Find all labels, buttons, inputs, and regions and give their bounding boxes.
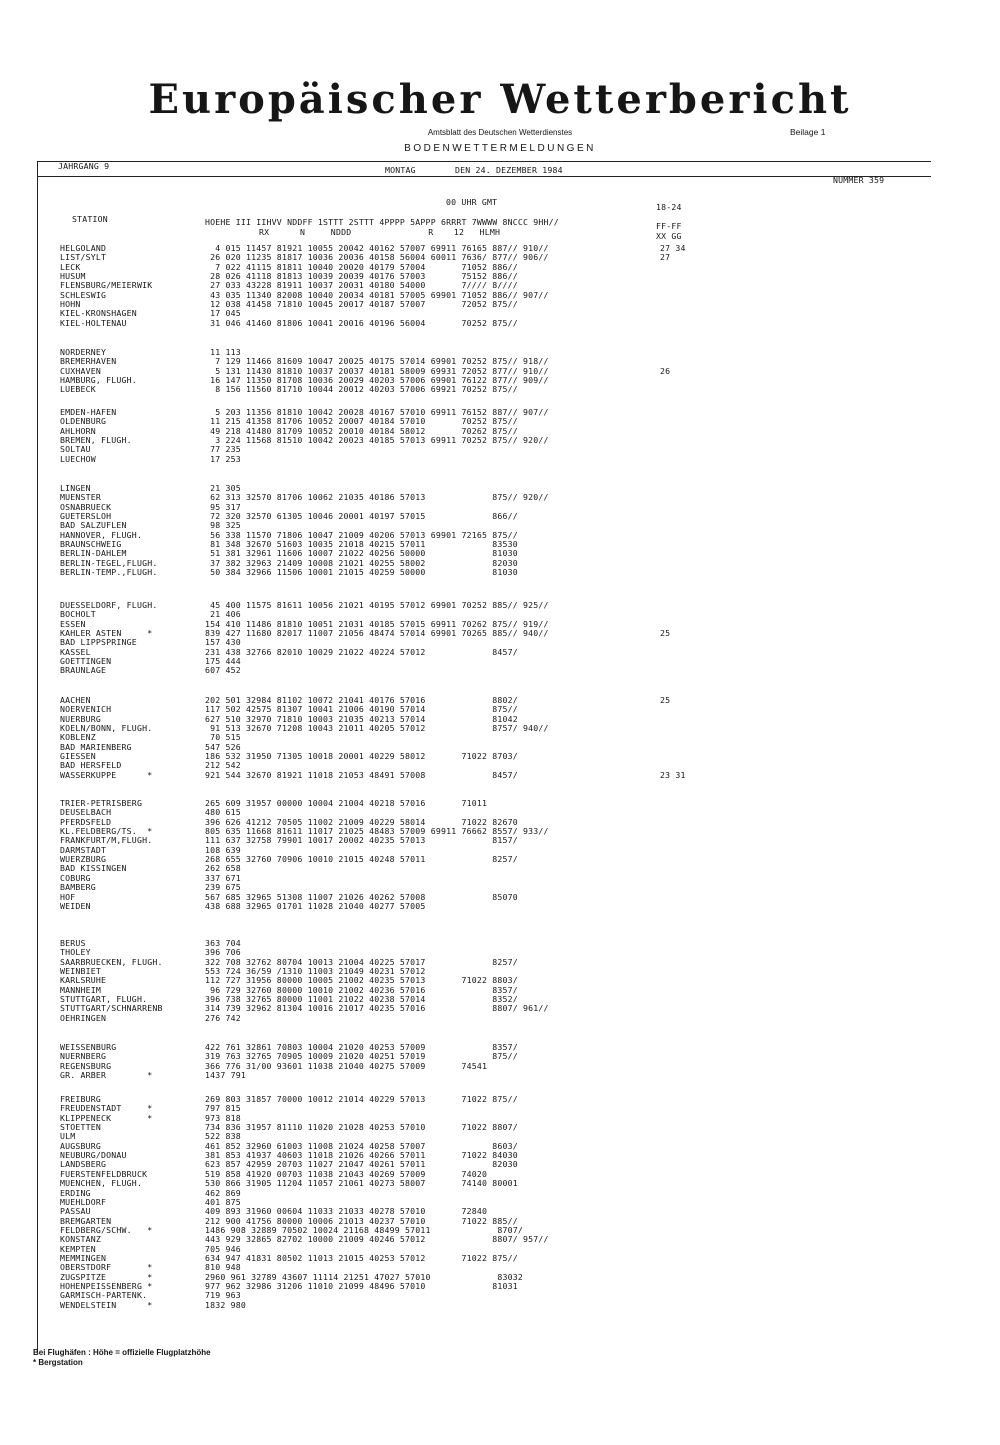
station-name: KOELN/BONN, FLUGH.: [60, 723, 153, 734]
station-data: 175 444: [205, 656, 241, 667]
subtitle: Amtsblatt des Deutschen Wetterdienstes: [427, 128, 573, 137]
station-name: KIEL-KRONSHAGEN: [60, 308, 137, 319]
station-name: HANNOVER, FLUGH.: [60, 529, 143, 540]
station-data: 27 033 43228 81911 10037 20031 40180 54000 7//// 8////: [205, 280, 518, 291]
station-group: [0, 243, 1000, 328]
station-data: 37 382 32963 21409 10008 21021 40255 58002 82030: [205, 557, 518, 568]
station-name: REGENSBURG: [60, 1060, 112, 1071]
station-name: OLDENBURG: [60, 416, 107, 427]
station-name: WENDELSTEIN *: [60, 1299, 153, 1310]
station-data: 49 218 41480 81709 10052 20010 40184 58012 70262 875//: [205, 425, 518, 436]
station-data: 72 320 32570 61305 10046 20001 40197 57015 866//: [205, 511, 518, 522]
station-name: ERDING: [60, 1187, 91, 1198]
station-data: 409 893 31960 00604 11033 21033 40278 57010 72840: [205, 1206, 488, 1217]
station-data: 607 452: [205, 665, 241, 676]
station-name: NUERBURG: [60, 713, 102, 724]
footnote-airport: Bei Flughäfen : Höhe = offizielle Flugplatzhöhe: [33, 1348, 211, 1357]
station-group: [0, 347, 1000, 395]
station-data: 396 738 32765 80000 11001 21022 40238 57014 8352/: [205, 994, 518, 1005]
station-data: 96 729 32760 80000 10010 21002 40236 57016 8357/: [205, 984, 518, 995]
station-data: 62 313 32570 81706 10062 21035 40186 57013 875// 920//: [205, 492, 549, 503]
station-data: 111 637 32758 79901 10017 20002 40235 57013 8157/: [205, 835, 518, 846]
beilage-label: Beilage 1: [790, 127, 826, 137]
station-data: 1437 791: [205, 1070, 247, 1081]
station-data: 810 948: [205, 1262, 241, 1273]
station-name: FLENSBURG/MEIERWIK: [60, 280, 153, 291]
station-name: BAD HERSFELD: [60, 760, 122, 771]
station-data: 805 635 11668 81611 11017 21025 48483 57009 69911 76662 8557/ 933//: [205, 826, 549, 837]
station-data: 705 946: [205, 1243, 241, 1254]
station-data: 322 708 32762 80704 10013 21004 40225 57017 8257/: [205, 956, 518, 967]
station-name: CUXHAVEN: [60, 365, 102, 376]
station-extra: 25: [660, 695, 671, 705]
station-name: BAD MARIENBERG: [60, 741, 132, 752]
station-group: [0, 600, 1000, 676]
station-data: 567 685 32965 51308 11007 21026 40262 57008 85070: [205, 891, 518, 902]
station-name: PFERDSFELD: [60, 816, 112, 827]
station-name: LANDSBERG: [60, 1159, 107, 1170]
station-name: WASSERKUPPE *: [60, 769, 153, 780]
station-name: LUEBECK: [60, 384, 96, 395]
station-data: 26 020 11235 81817 10036 20036 40158 56004 60011 7636/ 877// 906//: [205, 252, 549, 263]
station-name: HAMBURG, FLUGH.: [60, 375, 137, 386]
station-data: 973 818: [205, 1112, 241, 1123]
station-data: 157 430: [205, 637, 241, 648]
station-data: 70 515: [205, 732, 241, 743]
station-name: KARLSRUHE: [60, 975, 107, 986]
station-data: 43 035 11340 82008 10040 20034 40181 57005 69901 71052 886// 907//: [205, 289, 549, 300]
station-group: [0, 798, 1000, 911]
station-data: 202 501 32984 81102 10072 21041 40176 57016 8802/: [205, 695, 518, 705]
station-data: 438 688 32965 01701 11028 21040 40277 57005: [205, 900, 426, 911]
column-codes-1: HOEHE III IIHVV NDDFF 1STTT 2STTT 4PPPP 5APPP 6RRRT 7WWWW 8NCCC 9HH//: [205, 217, 559, 227]
station-data: 112 727 31956 80000 10005 21002 40235 57013 71022 8803/: [205, 975, 518, 986]
station-data: 265 609 31957 00000 10004 21004 40218 57016 71011: [205, 798, 488, 808]
station-name: KONSTANZ: [60, 1234, 102, 1245]
station-data: 239 675: [205, 882, 241, 893]
station-name: KL.FELDBERG/TS. *: [60, 826, 153, 837]
station-name: HUSUM: [60, 271, 86, 282]
station-data: 623 857 42959 20703 11027 21047 40261 57011 82030: [205, 1159, 518, 1170]
station-name: OEHRINGEN: [60, 1012, 107, 1023]
station-data: 627 510 32970 71810 10003 21035 40213 57014 81042: [205, 713, 518, 724]
station-name: BRAUNSCHWEIG: [60, 539, 122, 550]
station-name: NUERNBERG: [60, 1051, 107, 1062]
issue-date: DEN 24. DEZEMBER 1984: [455, 165, 563, 175]
observation-time: 00 UHR GMT: [446, 197, 498, 207]
station-data: 314 739 32962 81304 10016 21017 40235 57016 8807/ 961//: [205, 1003, 549, 1014]
station-name: LECK: [60, 261, 81, 272]
station-data: 5 131 11430 81810 10037 20037 40181 58009 69931 72052 877// 910//: [205, 365, 549, 376]
station-data: 396 626 41212 70505 11002 21009 40229 58014 71022 82670: [205, 816, 518, 827]
station-name: NOERVENICH: [60, 704, 112, 715]
station-name: THOLEY: [60, 947, 91, 958]
station-data: 547 526: [205, 741, 241, 752]
station-group: [0, 407, 1000, 464]
station-data: 212 900 41756 80000 10006 21013 40237 57010 71022 885//: [205, 1215, 518, 1226]
station-name: BERLIN-DAHLEM: [60, 548, 127, 559]
station-name: ZUGSPITZE *: [60, 1271, 153, 1282]
station-name: BERUS: [60, 938, 86, 948]
station-name: HOHENPEISSENBERG *: [60, 1281, 153, 1291]
station-name: BREMERHAVEN: [60, 356, 117, 367]
station-data: 530 866 31905 11204 11057 21061 40273 58007 74140 80001: [205, 1178, 518, 1189]
station-data: 17 253: [205, 453, 241, 464]
station-data: 719 963: [205, 1290, 241, 1301]
station-data: 91 513 32670 71208 10043 21011 40205 57012 8757/ 940//: [205, 723, 549, 734]
station-name: FREIBURG: [60, 1094, 102, 1104]
station-name: LUECHOW: [60, 453, 96, 464]
station-data: 50 384 32966 11506 10001 21015 40259 50000 81030: [205, 567, 518, 578]
station-data: 363 704: [205, 938, 241, 948]
station-data: 212 542: [205, 760, 241, 771]
station-data: 81 348 32670 51603 10035 21018 40215 57011 83530: [205, 539, 518, 550]
station-name: MANNHEIM: [60, 984, 102, 995]
station-data: 337 671: [205, 872, 241, 883]
station-data: 262 658: [205, 863, 241, 874]
station-name: AUGSBURG: [60, 1140, 102, 1151]
station-data: 269 803 31857 70000 10012 21014 40229 57013 71022 875//: [205, 1094, 518, 1104]
station-name: WEIDEN: [60, 900, 91, 911]
station-name: BAD LIPPSPRINGE: [60, 637, 137, 648]
station-group: [0, 1042, 1000, 1081]
station-data: 268 655 32760 70906 10010 21015 40248 57011 8257/: [205, 854, 518, 865]
station-data: 17 045: [205, 308, 241, 319]
station-name: GIESSEN: [60, 751, 96, 762]
station-name: BAD SALZUFLEN: [60, 520, 127, 531]
station-group: [0, 1094, 1000, 1310]
station-name: FUERSTENFELDBRUCK: [60, 1168, 148, 1179]
station-data: 5 203 11356 81810 10042 20028 40167 57010 69911 76152 887// 907//: [205, 407, 549, 417]
station-data: 7 129 11466 81609 10047 20025 40175 57014 69901 70252 875// 918//: [205, 356, 549, 367]
station-name: AACHEN: [60, 695, 91, 705]
station-data: 16 147 11350 81708 10036 20029 40203 57006 69901 76122 877// 909//: [205, 375, 549, 386]
station-data: 11 215 41358 81706 10052 20007 40184 57010 70252 875//: [205, 416, 518, 427]
station-data: 108 639: [205, 844, 241, 855]
station-data: 977 962 32986 31206 11010 21099 48496 57010 81031: [205, 1281, 518, 1291]
station-data: 28 026 41118 81813 10039 20039 40176 57003 75152 886//: [205, 271, 518, 282]
station-extra: 27: [660, 252, 671, 263]
station-name: BERLIN-TEGEL,FLUGH.: [60, 557, 158, 568]
station-name: COBURG: [60, 872, 91, 883]
station-data: 396 706: [205, 947, 241, 958]
station-name: HOHN: [60, 299, 81, 310]
station-group: [0, 483, 1000, 578]
station-name: NEUBURG/DONAU: [60, 1150, 127, 1161]
station-name: KOBLENZ: [60, 732, 96, 743]
station-data: 186 532 31950 71305 10018 20001 40229 58012 71022 8703/: [205, 751, 518, 762]
station-name: GARMISCH-PARTENK.: [60, 1290, 148, 1301]
station-name: HOF: [60, 891, 76, 902]
issue-number: NUMMER 359: [833, 175, 885, 185]
station-data: 276 742: [205, 1012, 241, 1023]
station-data: 21 406: [205, 609, 241, 620]
station-name: NORDERNEY: [60, 347, 107, 357]
station-name: KEMPTEN: [60, 1243, 96, 1254]
station-name: MUENCHEN, FLUGH.: [60, 1178, 143, 1189]
header-rule: [37, 176, 931, 177]
station-data: 734 836 31957 81110 11020 21028 40253 57010 71022 8807/: [205, 1122, 518, 1133]
station-name: BAD KISSINGEN: [60, 863, 127, 874]
station-data: 2960 961 32789 43607 11114 21251 47027 57010 83032: [205, 1271, 524, 1282]
station-extra: 23 31: [660, 769, 686, 780]
station-data: 401 875: [205, 1196, 241, 1207]
station-name: OSNABRUECK: [60, 501, 112, 512]
station-data: 839 427 11680 82017 11007 21056 48474 57014 69901 70265 885// 940//: [205, 628, 549, 639]
station-data: 519 858 41920 00703 11038 21043 40269 57009 74020: [205, 1168, 488, 1179]
station-name: STUTTGART/SCHNARRENB: [60, 1003, 163, 1014]
station-data: 31 046 41460 81806 10041 20016 40196 56004 70252 875//: [205, 317, 518, 328]
station-data: 4 015 11457 81921 10055 20042 40162 57007 69911 76165 887// 910//: [205, 243, 549, 253]
station-name: BERLIN-TEMP.,FLUGH.: [60, 567, 158, 578]
station-name: FRANKFURT/M,FLUGH.: [60, 835, 153, 846]
station-name: PASSAU: [60, 1206, 91, 1217]
station-data: 45 400 11575 81611 10056 21021 40195 57012 69901 70252 885// 925//: [205, 600, 549, 610]
station-data: 56 338 11570 71806 10047 21009 40206 57013 69901 72165 875//: [205, 529, 518, 540]
extra-heading-1: FF-FF: [656, 221, 682, 231]
station-data: 443 929 32865 82702 10000 21009 40246 57012 8807/ 957//: [205, 1234, 549, 1245]
extra-period: 18-24: [656, 202, 682, 212]
station-name: DUESSELDORF, FLUGH.: [60, 600, 158, 610]
station-name: KASSEL: [60, 646, 91, 657]
extra-heading-2: XX GG: [656, 231, 682, 241]
station-data: 319 763 32765 70905 10009 21020 40251 57019 875//: [205, 1051, 518, 1062]
station-name: SOLTAU: [60, 444, 91, 455]
station-extra: 25: [660, 628, 671, 639]
page-title: Europäischer Wetterbericht: [148, 76, 852, 123]
station-data: 154 410 11486 81810 10051 21031 40185 57015 69911 70262 875// 919//: [205, 618, 549, 629]
station-data: 1486 908 32889 70502 10024 21168 48499 57011 8707/: [205, 1224, 524, 1235]
station-data: 95 317: [205, 501, 241, 512]
station-data: 77 235: [205, 444, 241, 455]
station-name: DEUSELBACH: [60, 807, 112, 818]
station-name: LINGEN: [60, 483, 91, 493]
station-data: 553 724 36/59 /1310 11003 21049 40231 57012: [205, 966, 426, 977]
station-data: 1832 980: [205, 1299, 247, 1310]
station-name: GR. ARBER *: [60, 1070, 153, 1081]
station-name: STOETTEN: [60, 1122, 102, 1133]
station-name: BREMGARTEN: [60, 1215, 112, 1226]
station-name: EMDEN-HAFEN: [60, 407, 117, 417]
station-name: KAHLER ASTEN *: [60, 628, 153, 639]
station-name: FREUDENSTADT *: [60, 1103, 153, 1114]
column-codes-2: RX N NDDD R 12 HLMH: [259, 227, 501, 237]
station-data: 480 615: [205, 807, 241, 818]
station-group: [0, 938, 1000, 1023]
station-name: HELGOLAND: [60, 243, 107, 253]
station-name: KIEL-HOLTENAU: [60, 317, 127, 328]
station-data: 117 502 42575 81307 10041 21006 40190 57014 875//: [205, 704, 518, 715]
station-name: KLIPPENECK *: [60, 1112, 153, 1123]
station-name: DARMSTADT: [60, 844, 107, 855]
station-heading: STATION: [72, 214, 108, 224]
station-extra: 26: [660, 365, 671, 376]
station-name: WEISSENBURG: [60, 1042, 117, 1052]
station-data: 381 853 41937 40603 11018 21026 40266 57011 71022 84030: [205, 1150, 518, 1161]
left-rule: [37, 161, 38, 1352]
station-data: 51 381 32961 11606 10007 21022 40256 50000 81030: [205, 548, 518, 559]
station-data: 3 224 11568 81510 10042 20023 40185 57013 69911 70252 875// 920//: [205, 435, 549, 446]
station-name: BOCHOLT: [60, 609, 96, 620]
weekday: MONTAG: [385, 165, 416, 175]
station-name: MEMMINGEN: [60, 1252, 107, 1263]
station-name: WUERZBURG: [60, 854, 107, 865]
footnote-mountain: * Bergstation: [33, 1358, 83, 1367]
station-data: 231 438 32766 82010 10029 21022 40224 57012 8457/: [205, 646, 518, 657]
station-data: 366 776 31/00 93601 11038 21040 40275 57009 74541: [205, 1060, 488, 1071]
station-name: MUEHLDORF: [60, 1196, 107, 1207]
section-title: BODENWETTERMELDUNGEN: [404, 143, 596, 154]
station-data: 7 022 41115 81811 10040 20020 40179 57004 71052 886//: [205, 261, 518, 272]
jahrgang: JAHRGANG 9: [58, 161, 110, 171]
station-name: STUTTGART, FLUGH.: [60, 994, 148, 1005]
top-rule: [37, 161, 931, 162]
station-name: GUETERSLOH: [60, 511, 112, 522]
station-name: GOETTINGEN: [60, 656, 112, 667]
station-data: 11 113: [205, 347, 241, 357]
station-data: 921 544 32670 81921 11018 21053 48491 57008 8457/: [205, 769, 518, 780]
station-data: 522 838: [205, 1131, 241, 1142]
station-data: 461 852 32960 61003 11008 21024 40258 57007 8603/: [205, 1140, 518, 1151]
station-name: SCHLESWIG: [60, 289, 107, 300]
station-data: 797 815: [205, 1103, 241, 1114]
station-name: ULM: [60, 1131, 76, 1142]
station-name: FELDBERG/SCHW. *: [60, 1224, 153, 1235]
station-data: 12 038 41458 71810 10045 20017 40187 57007 72052 875//: [205, 299, 518, 310]
station-name: TRIER-PETRISBERG: [60, 798, 143, 808]
station-name: BRAUNLAGE: [60, 665, 107, 676]
station-name: BAMBERG: [60, 882, 96, 893]
station-data: 8 156 11560 81710 10044 20012 40203 57006 69921 70252 875//: [205, 384, 518, 395]
station-name: WEINBIET: [60, 966, 102, 977]
station-extra: 27 34: [660, 243, 686, 253]
station-name: SAARBRUECKEN, FLUGH.: [60, 956, 163, 967]
station-data: 21 305: [205, 483, 241, 493]
station-name: OBERSTDORF *: [60, 1262, 153, 1273]
station-name: ESSEN: [60, 618, 86, 629]
station-data: 462 869: [205, 1187, 241, 1198]
station-name: AHLHORN: [60, 425, 96, 436]
station-name: MUENSTER: [60, 492, 102, 503]
station-group: [0, 695, 1000, 780]
station-data: 634 947 41831 80502 11013 21015 40253 57012 71022 875//: [205, 1252, 518, 1263]
station-name: LIST/SYLT: [60, 252, 107, 263]
station-name: BREMEN, FLUGH.: [60, 435, 132, 446]
station-data: 98 325: [205, 520, 241, 531]
station-data: 422 761 32861 70803 10004 21020 40253 57009 8357/: [205, 1042, 518, 1052]
